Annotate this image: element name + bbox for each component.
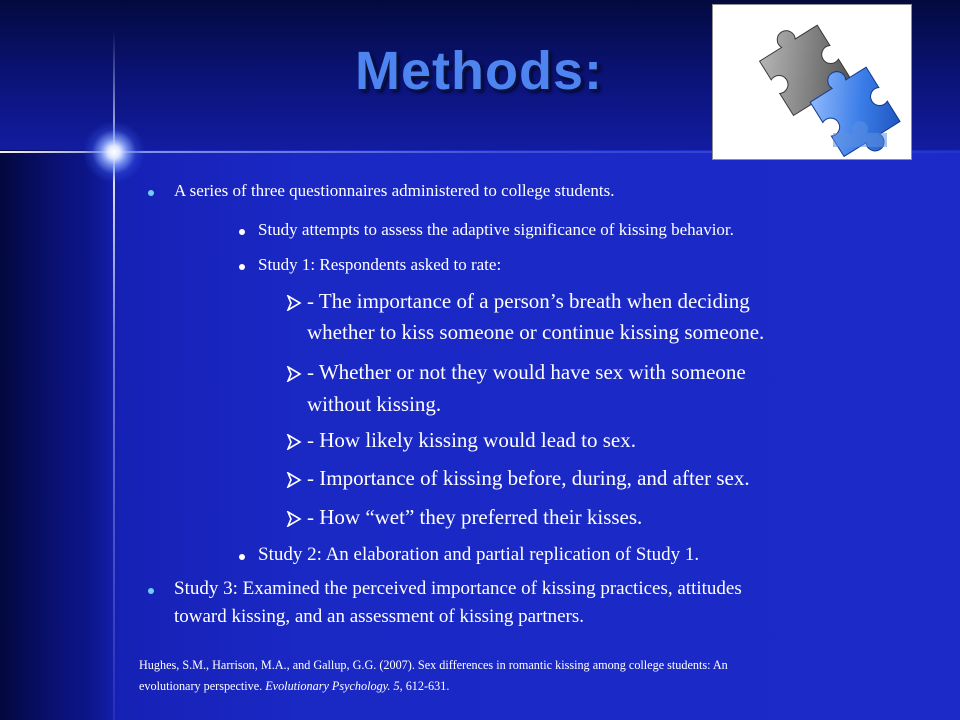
citation-text: , 612-631.: [399, 679, 450, 693]
bullet-text: Study attempts to assess the adaptive significance of kissing behavior.: [258, 220, 734, 239]
bullet-dot: [239, 229, 245, 235]
arrow-bullet-icon: [286, 366, 302, 382]
arrow-bullet-icon: [286, 511, 302, 527]
study2-text: Study 2: An elaboration and partial replication of Study 1.: [258, 544, 700, 565]
bullet-text: Study 1: Respondents asked to rate:: [258, 255, 502, 274]
study3-text: toward kissing, and an assessment of kissing partners.: [174, 606, 585, 627]
arrow-bullet-icon: [286, 295, 302, 311]
study1-item: without kissing.: [307, 392, 442, 416]
bullet-dot: [148, 588, 154, 594]
bullet-dot: [239, 264, 245, 270]
study1-item: - Whether or not they would have sex with someone: [307, 360, 746, 384]
study1-item: - How “wet” they preferred their kisses.: [307, 505, 643, 529]
study1-item: - The importance of a person’s breath when deciding: [307, 289, 750, 313]
slide-title: Methods:: [355, 41, 603, 101]
study3-text: Study 3: Examined the perceived importance of kissing practices, attitudes: [174, 578, 742, 599]
arrow-bullet-icon: [286, 434, 302, 450]
arrow-bullet-icon: [286, 472, 302, 488]
citation-line: [139, 676, 929, 697]
study1-item: - How likely kissing would lead to sex.: [307, 428, 636, 452]
citation-journal: Evolutionary Psychology. 5: [265, 679, 400, 693]
citation-line: Hughes, S.M., Harrison, M.A., and Gallup, G.G. (2007). Sex differences in romantic kissing among college students: An: [139, 658, 728, 672]
study1-item: - Importance of kissing before, during, and after sex.: [307, 466, 750, 490]
bullet-dot: [148, 190, 154, 196]
bullet-text: A series of three questionnaires administered to college students.: [174, 181, 615, 200]
study1-item: whether to kiss someone or continue kissing someone.: [307, 320, 765, 344]
bullet-dot: [239, 554, 245, 560]
citation-text: evolutionary perspective.: [139, 679, 266, 693]
citation: [139, 655, 929, 697]
